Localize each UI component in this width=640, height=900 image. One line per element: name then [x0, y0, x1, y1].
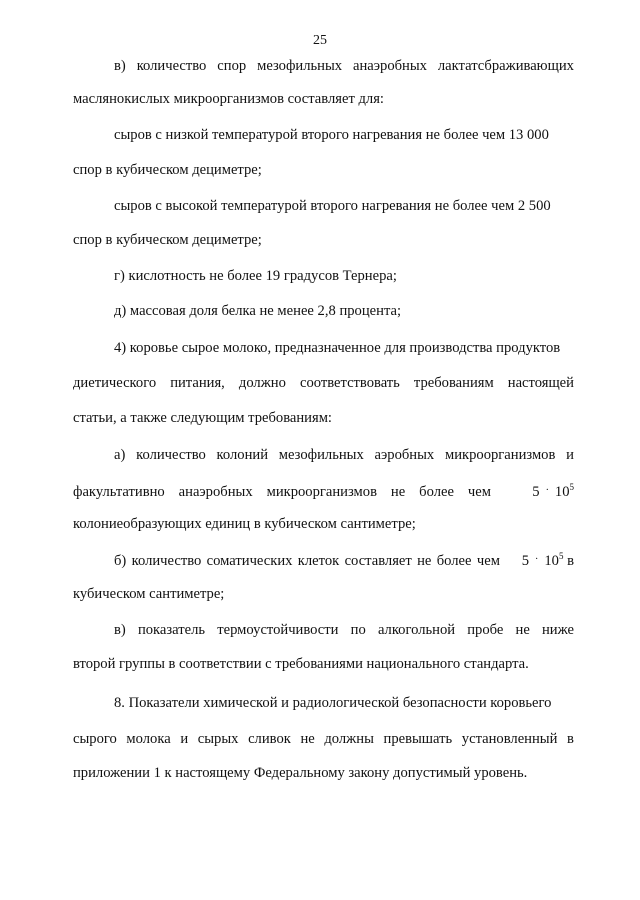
acidity-item: г) кислотность не более 19 градусов Тернера;: [114, 268, 397, 284]
word: спор: [217, 58, 247, 74]
item-a-formula-exponent: 5: [569, 482, 574, 492]
item-a-formula: [532, 482, 574, 501]
word: анаэробных: [178, 484, 253, 500]
word: превышать: [383, 731, 453, 747]
protein-item: д) массовая доля белка не менее 2,8 процента;: [114, 303, 402, 319]
word: показатель: [137, 622, 206, 638]
word: в: [567, 731, 574, 747]
word: алкогольной: [377, 622, 456, 638]
word: лактатсбраживающих: [437, 58, 574, 74]
item-a-line-2: [73, 482, 574, 501]
word: настоящей: [507, 375, 574, 391]
high-temp-cheese-line-1: сыров с высокой температурой второго нагревания не более чем 2 500: [114, 198, 551, 214]
section-8-line-1: 8. Показатели химической и радиологической безопасности коровьего: [114, 695, 552, 711]
item-b-line-1-tail: в: [567, 553, 574, 569]
word: составляет: [344, 553, 412, 569]
item-b-formula-exponent: 5: [558, 551, 564, 561]
word: должны: [324, 731, 374, 747]
word: и: [180, 731, 189, 747]
item-b-line-1-text: [114, 552, 500, 570]
low-temp-cheese-line-1: сыров с низкой температурой второго нагревания не более чем 13 000: [114, 127, 549, 143]
word: в): [114, 58, 126, 74]
word: по: [350, 622, 366, 638]
item-a-formula-base: 10: [554, 484, 570, 500]
low-temp-cheese-line-2: спор в кубическом дециметре;: [73, 162, 262, 178]
item-v2-line-1: [114, 621, 574, 639]
word: чем: [467, 484, 491, 500]
word: в): [114, 622, 126, 638]
item-4-line-1: 4) коровье сырое молоко, предназначенное для производства продуктов: [114, 340, 561, 356]
item-a-line-1: [114, 446, 574, 464]
item-b-formula-base: 10: [544, 553, 559, 569]
word: количество: [131, 553, 202, 569]
para-v-line-2: маслянокислых микроорганизмов составляет для:: [73, 91, 384, 107]
word: мезофильных: [257, 58, 343, 74]
word: молока: [126, 731, 171, 747]
word: мезофильных: [278, 447, 364, 463]
word: аэробных: [374, 447, 435, 463]
item-v2-line-2: второй группы в соответствии с требованиями национального стандарта.: [73, 656, 529, 672]
item-b-formula-dot: ·: [535, 554, 539, 565]
item-a-line-3: колониеобразующих единиц в кубическом сантиметре;: [73, 516, 416, 532]
word: соматических: [206, 553, 293, 569]
high-temp-cheese-line-2: спор в кубическом дециметре;: [73, 232, 262, 248]
word: сливок: [248, 731, 291, 747]
word: б): [114, 553, 127, 569]
word: установленный: [461, 731, 558, 747]
word: диетического: [73, 375, 157, 391]
word: пробе: [467, 622, 504, 638]
word: и: [566, 447, 574, 463]
word: должно: [238, 375, 286, 391]
item-a-formula-dot: ·: [545, 485, 549, 496]
word: колоний: [216, 447, 269, 463]
item-a-formula-coefficient: 5: [532, 484, 540, 500]
word: соответствовать: [299, 375, 400, 391]
word: более: [419, 484, 454, 500]
word: ниже: [542, 622, 574, 638]
word: не: [390, 484, 406, 500]
item-b-line-1: [114, 551, 574, 570]
word: сырых: [197, 731, 239, 747]
item-b-line-2: кубическом сантиметре;: [73, 586, 225, 602]
item-b-formula-coefficient: 5: [521, 553, 529, 569]
word: а): [114, 447, 126, 463]
word: требованиям: [413, 375, 494, 391]
word: чем: [476, 553, 500, 569]
word: более: [436, 553, 472, 569]
page-number: 25: [313, 33, 327, 48]
word: сырого: [73, 731, 117, 747]
word: питания,: [170, 375, 225, 391]
word: микроорганизмов: [266, 484, 377, 500]
section-8-line-3: приложении 1 к настоящему Федеральному закону допустимый уровень.: [73, 765, 528, 781]
item-4-line-2: [73, 374, 574, 392]
word: анаэробных: [353, 58, 427, 74]
item-b-formula: [522, 551, 574, 570]
word: клеток: [297, 553, 340, 569]
section-8-line-2: [73, 730, 574, 748]
word: не: [417, 553, 432, 569]
word: не: [515, 622, 530, 638]
word: факультативно: [73, 484, 165, 500]
word: не: [300, 731, 315, 747]
item-4-line-3: статьи, а также следующим требованиям:: [73, 410, 332, 426]
para-v-line-1: [114, 57, 574, 75]
word: количество: [136, 58, 207, 74]
word: количество: [136, 447, 206, 463]
item-a-line-2-text: [73, 483, 491, 501]
word: термоустойчивости: [217, 622, 339, 638]
word: микроорганизмов: [444, 447, 556, 463]
